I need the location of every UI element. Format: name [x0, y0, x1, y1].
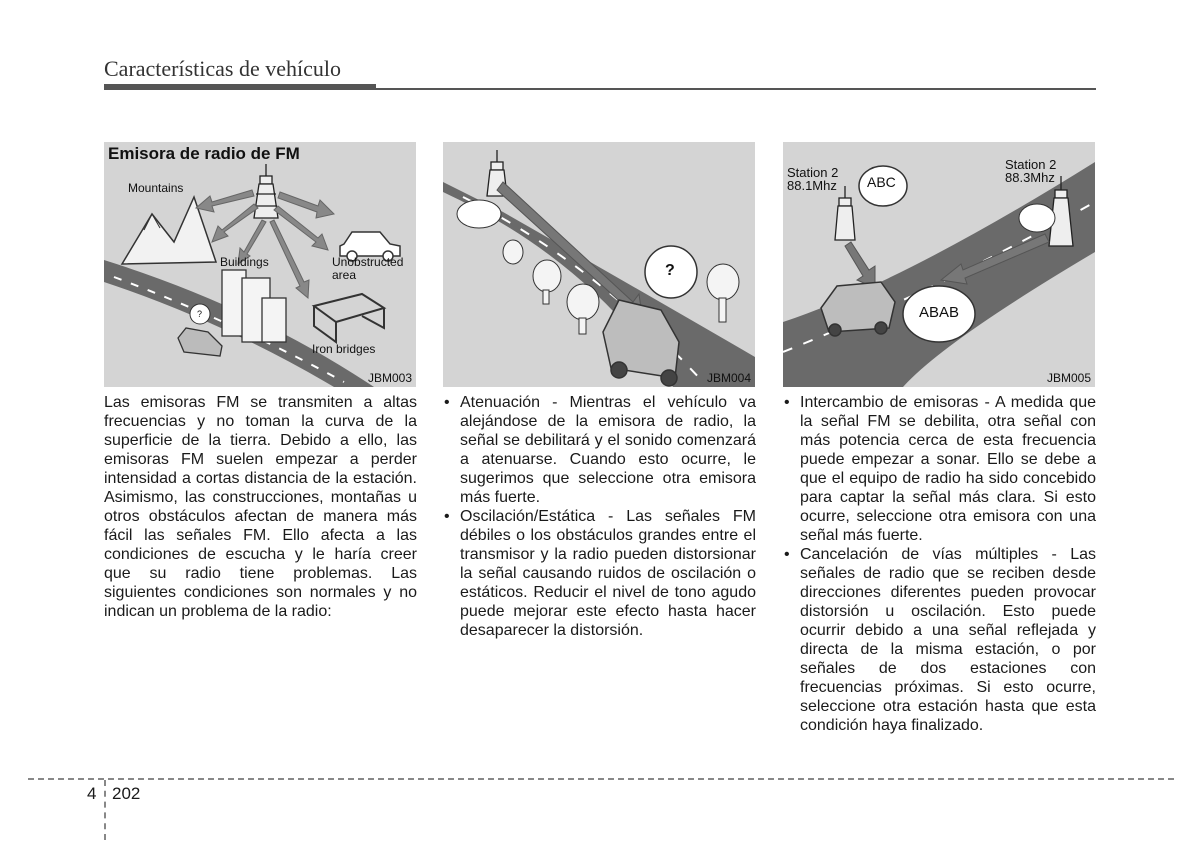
- bullet-text-station-swap: Intercambio de emisoras - A medida que la señal FM se debilita, otra señal con más potencia cerca de esta frecuencia puede empezar a sonar. Ello se debe a que el equipo de radio ha sido concebido para captar la señal más clara. Si esto ocurre, seleccione otra emisora con una señal más fuerte.: [800, 394, 1096, 544]
- bullet-item: [783, 393, 1096, 545]
- figure-code: JBM003: [367, 371, 412, 385]
- figure-fm-radio: [104, 142, 416, 387]
- page-number: 202: [112, 784, 141, 803]
- label-unobstructed-area: Unobstructed area: [332, 255, 404, 282]
- label-station-left-freq: 88.1Mhz: [787, 178, 837, 193]
- column-3: [783, 393, 1096, 735]
- intro-paragraph: Las emisoras FM se transmiten a altas frecuencias y no toman la curva de la superficie de la tierra. Debido a ello, las emisoras FM suelen empezar a perder intensidad a cortas distancia de la estación. Asimismo, las construcciones, montañas u otros obstáculos afectan de manera más fácil las señales FM. Ello afecta a las condiciones de escucha y le haría creer que su radio tiene problemas. Las siguientes condiciones son normales y no indican un problema de la radio:: [104, 394, 417, 620]
- header-rule-thick: [104, 84, 376, 90]
- chapter-number: 4: [87, 784, 97, 803]
- attenuation-illustration: [443, 142, 755, 387]
- figure-attenuation: [443, 142, 755, 387]
- question-mark: ?: [665, 262, 675, 279]
- header-rule-thin: [376, 88, 1096, 90]
- bullet-dot: •: [784, 546, 790, 563]
- column-1: [104, 393, 417, 621]
- bubble-mix-text: ABAB: [919, 304, 960, 321]
- bullet-dot: •: [784, 394, 790, 411]
- column-2: [443, 393, 756, 640]
- bullet-text-multipath: Cancelación de vías múltiples - Las señales de radio que se reciben desde direcciones diferentes pueden provocar distorsión u oscilación. Esto puede ocurrir debido a una señal reflejada y directa de la misma estación, o por señales de dos estaciones con frecuencias próximas. Si esto ocurre, seleccione otra estación hasta que esta condición haya finalizado.: [800, 546, 1096, 734]
- figure-code: JBM005: [1046, 371, 1091, 385]
- footer-dashed-line: [28, 778, 1174, 780]
- bullet-text-attenuation: Atenuación - Mientras el vehículo va alejándose de la emisora de radio, la señal se debilitará y el sonido comenzará a atenuarse. Cuando esto ocurre, le sugerimos que seleccione otra emisora más fuerte.: [460, 394, 756, 506]
- bubble-abc-text: ABC: [867, 174, 896, 190]
- bullet-item: [783, 545, 1096, 735]
- figure-station-swapping: [783, 142, 1095, 387]
- bullet-dot: •: [444, 394, 450, 411]
- label-iron-bridges: Iron bridges: [312, 342, 376, 356]
- section-header-title: Características de vehículo: [104, 56, 342, 81]
- question-mark: ?: [197, 309, 203, 319]
- bullet-item: [443, 507, 756, 640]
- figure-code: JBM004: [706, 371, 751, 385]
- bullet-dot: •: [444, 508, 450, 525]
- label-station-left-name: Station 2: [787, 165, 839, 180]
- bullet-item: [443, 393, 756, 507]
- label-mountains: Mountains: [128, 181, 184, 195]
- label-buildings: Buildings: [220, 255, 269, 269]
- bullet-text-static: Oscilación/Estática - Las señales FM débiles o los obstáculos grandes entre el transmisor y la radio pueden distorsionar la señal causando ruidos de oscilación o estáticos. Reducir el nivel de tono agudo puede mejorar este efecto hasta hacer desaparecer la distorsión.: [460, 508, 756, 639]
- footer-dashed-divider: [104, 780, 106, 840]
- label-station-right-name: Station 2: [1005, 157, 1057, 172]
- figure-title: Emisora de radio de FM: [108, 144, 300, 163]
- label-station-right-freq: 88.3Mhz: [1005, 170, 1055, 185]
